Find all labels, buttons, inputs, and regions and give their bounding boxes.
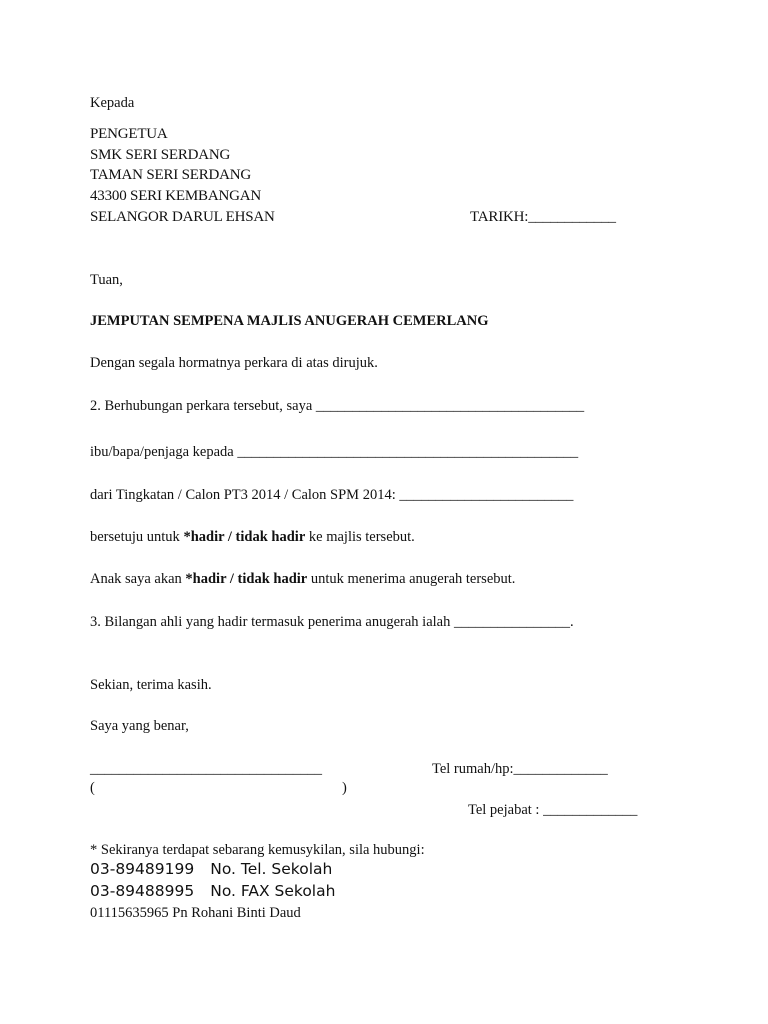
tel-home-field	[432, 761, 608, 778]
contact-number: 03-89489199	[90, 860, 195, 878]
address-line: TAMAN SERI SERDANG	[90, 167, 252, 183]
name-close-paren: )	[342, 780, 347, 796]
contact-school-tel	[90, 860, 332, 879]
paragraph-3-text: 3. Bilangan ahli yang hadir termasuk penerima anugerah ialah	[90, 614, 454, 630]
name-open-paren: (	[90, 780, 95, 796]
paragraph-2	[90, 398, 584, 415]
address-line: SELANGOR DARUL EHSAN	[90, 209, 275, 225]
agree-text: bersetuju untuk	[90, 529, 184, 545]
guardian-text: ibu/bapa/penjaga kepada	[90, 444, 238, 460]
tel-office-field	[468, 802, 637, 819]
tel-home-blank: _____________	[513, 761, 608, 777]
child-attendance-choice: *hadir / tidak hadir	[185, 571, 308, 587]
tel-office-label: Tel pejabat :	[468, 802, 544, 818]
child-suffix: untuk menerima anugerah tersebut.	[307, 571, 516, 587]
letter-subject: JEMPUTAN SEMPENA MAJLIS ANUGERAH CEMERLANG	[90, 313, 489, 329]
closing-line: Sekian, terima kasih.	[90, 677, 212, 693]
agree-suffix: ke majlis tersebut.	[305, 529, 415, 545]
agree-line	[90, 529, 415, 546]
paragraph-3-end: .	[569, 614, 574, 630]
footer-note: * Sekiranya terdapat sebarang kemusykilan, sila hubungi:	[90, 842, 425, 858]
attendance-choice: *hadir / tidak hadir	[183, 529, 306, 545]
tel-home-label: Tel rumah/hp:	[432, 761, 514, 777]
attendee-count-blank: ________________	[453, 614, 570, 630]
contact-person: 01115635965 Pn Rohani Binti Daud	[90, 905, 301, 921]
parent-name-blank: _____________________________________	[315, 398, 585, 414]
paragraph-3	[90, 614, 574, 631]
address-line: SMK SERI SERDANG	[90, 147, 231, 163]
child-line	[90, 571, 515, 588]
salutation: Tuan,	[90, 272, 123, 288]
contact-school-fax	[90, 882, 335, 901]
date-field	[470, 208, 616, 226]
form-line	[90, 487, 573, 504]
opening-line: Dengan segala hormatnya perkara di atas dirujuk.	[90, 355, 378, 371]
address-line: PENGETUA	[90, 126, 168, 142]
date-label: TARIKH:	[470, 209, 529, 225]
signoff-line: Saya yang benar,	[90, 718, 189, 734]
tel-office-blank: _____________	[543, 802, 638, 818]
contact-number: 03-89488995	[90, 882, 195, 900]
address-line: 43300 SERI KEMBANGAN	[90, 188, 262, 204]
form-blank: ________________________	[399, 487, 574, 503]
guardian-line	[90, 444, 578, 461]
to-label: Kepada	[90, 95, 135, 111]
child-text: Anak saya akan	[90, 571, 186, 587]
date-blank: ____________	[528, 209, 616, 225]
contact-label: No. Tel. Sekolah	[210, 860, 333, 878]
contact-label: No. FAX Sekolah	[210, 882, 336, 900]
signature-line: ________________________________	[90, 761, 322, 777]
form-text: dari Tingkatan / Calon PT3 2014 / Calon SPM 2014:	[90, 487, 400, 503]
paragraph-2-text: 2. Berhubungan perkara tersebut, saya	[90, 398, 316, 414]
student-name-blank: _______________________________________________	[237, 444, 579, 460]
